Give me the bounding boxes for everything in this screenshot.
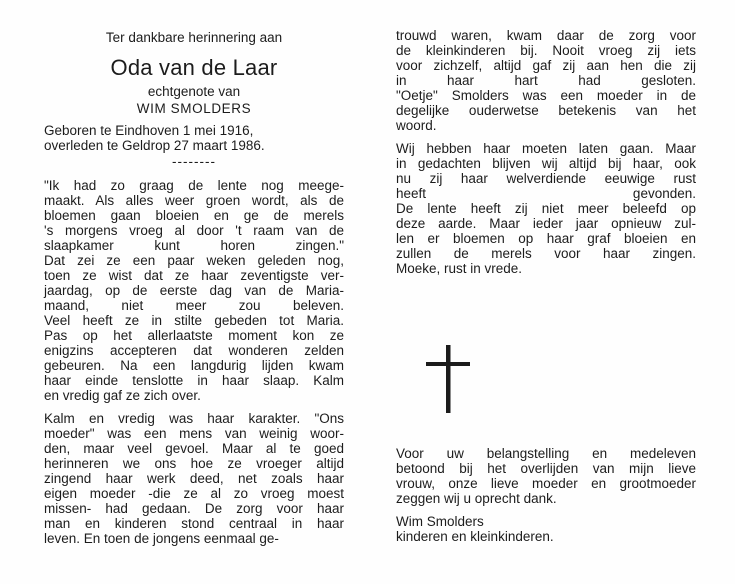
signature xyxy=(396,514,696,544)
text-line: zeggen wij u oprecht dank. xyxy=(396,491,557,506)
text-line: eigen moeder -die ze al zo vroeg moest xyxy=(44,486,344,501)
text-line: deze aarde. Maar ieder jaar opnieuw zul- xyxy=(396,216,696,231)
right-paragraph-1 xyxy=(396,28,696,133)
text-line: nu zij haar welverdiende eeuwige rust xyxy=(396,171,696,186)
text-line: herinneren we ons hoe ze vroeger altijd xyxy=(44,456,344,471)
text-line: heeft gevonden. xyxy=(396,186,696,201)
text-line: in haar hart had gesloten. xyxy=(396,73,696,88)
text-line: Kalm en vredig was haar karakter. "Ons xyxy=(44,411,344,426)
right-paragraph-2 xyxy=(396,141,696,276)
text-line: degelijke ouderwetse betekenis van het xyxy=(396,103,696,118)
text-line: "Ik had zo graag de lente nog meege- xyxy=(44,178,344,193)
death-line: overleden te Geldrop 27 maart 1986. xyxy=(44,138,265,153)
text-line: woord. xyxy=(396,118,437,133)
text-line: vrouw, onze lieve moeder en grootmoeder xyxy=(396,476,696,491)
text-line: den, maar veel gevoel. Maar al te goed xyxy=(44,441,344,456)
deceased-name: Oda van de Laar xyxy=(110,55,278,80)
text-line: trouwd waren, kwam daar de zorg voor xyxy=(396,28,696,43)
text-line: en vredig gaf ze zich over. xyxy=(44,388,201,403)
text-line: "Oetje" Smolders was een moeder in de xyxy=(396,88,696,103)
text-line: Wij hebben haar moeten laten gaan. Maar xyxy=(396,141,696,156)
right-body xyxy=(396,28,696,276)
intro-text: Ter dankbare herinnering aan xyxy=(105,30,283,45)
life-dates xyxy=(44,123,344,153)
text-line: in gedachten blijven wij altijd bij haar, ook xyxy=(396,156,696,171)
text-line: 's morgens vroeg al door 't raam van de xyxy=(44,223,344,238)
text-line: moeder" was een mens van weinig woor- xyxy=(44,426,344,441)
left-paragraph-1 xyxy=(44,178,344,403)
latin-cross-icon xyxy=(426,345,470,413)
text-line: enigzins accepteren dat wonderen zelden xyxy=(44,343,344,358)
text-line: toen ze wist dat ze haar zeventigste ver- xyxy=(44,268,344,283)
text-line: bloemen gaan bloeien en ge de merels xyxy=(44,208,344,223)
text-line: kinderen en kleinkinderen. xyxy=(396,529,554,544)
text-line: missen- had gedaan. De zorg voor haar xyxy=(44,501,344,516)
text-line: betoond bij het overlijden van mijn lieve xyxy=(396,461,696,476)
text-line: Wim Smolders xyxy=(396,514,484,529)
text-line: Dat zei ze een paar weken geleden nog, xyxy=(44,253,344,268)
text-line: maakt. Als alles weer groen wordt, als de xyxy=(44,193,344,208)
left-body xyxy=(44,178,344,546)
closing-thanks xyxy=(396,446,696,506)
text-line: man en kinderen stond centraal in haar xyxy=(44,516,344,531)
husband-name: WIM SMOLDERS xyxy=(136,101,252,116)
text-line: Moeke, rust in vrede. xyxy=(396,261,523,276)
text-line: jaardag, op de eerste dag van de Maria- xyxy=(44,283,344,298)
text-line: Pas op het allerlaatste moment kon ze xyxy=(44,328,344,343)
text-line: len er bloemen op haar graf bloeien en xyxy=(396,231,696,246)
text-line: zullen de merels voor haar zingen. xyxy=(396,246,696,261)
text-line: haar einde tenslotte in haar slaap. Kalm xyxy=(44,373,344,388)
text-line: Veel heeft ze in stilte gebeden tot Maria. xyxy=(44,313,344,328)
text-line: zingend haar werk deed, net zoals haar xyxy=(44,471,344,486)
left-paragraph-2 xyxy=(44,411,344,546)
divider: -------- xyxy=(172,154,216,169)
text-line: Voor uw belangstelling en medeleven xyxy=(396,446,696,461)
text-line: slaapkamer kunt horen zingen." xyxy=(44,238,344,253)
text-line: maand, niet meer zou beleven. xyxy=(44,298,344,313)
birth-line: Geboren te Eindhoven 1 mei 1916, xyxy=(44,123,254,138)
text-line: gebeuren. Na een langdurig lijden kwam xyxy=(44,358,344,373)
text-line: De lente heeft zij niet meer beleefd op xyxy=(396,201,696,216)
text-line: leven. En toen de jongens eenmaal ge- xyxy=(44,531,279,546)
text-line: voor zichzelf, altijd gaf zij aan hen die zij xyxy=(396,58,696,73)
text-line: de kleinkinderen bij. Nooit vroeg zij iets xyxy=(396,43,696,58)
spouse-of-text: echtgenote van xyxy=(147,84,241,99)
